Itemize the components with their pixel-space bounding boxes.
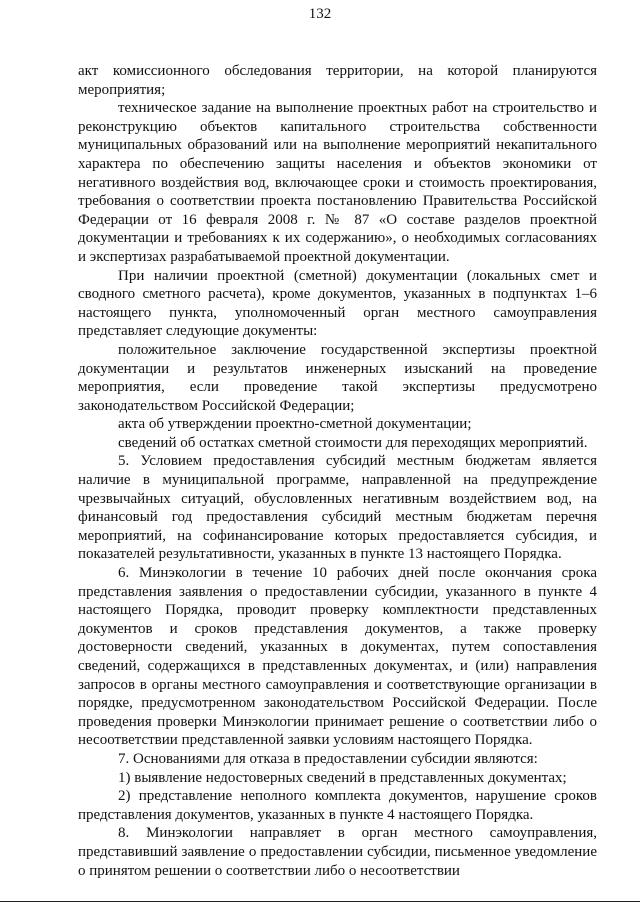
paragraph: сведений об остатках сметной стоимости для переходящих мероприятий. [118, 434, 588, 451]
paragraph: 5. Условием предоставления субсидий местным бюджетам является наличие в муниципальной программе, направленной на предупреждение чрезвычайных ситуаций, обусловленных негативным воздействием вод, на финансовый год предоставления субсидий местным бюджетам перечня мероприятий, на софинансирование которых предоставляется субсидия, и показателей результативности, указанных в пункте 13 настоящего Порядка. [78, 453, 597, 563]
paragraph: 8. Минэкологии направляет в орган местного самоуправления, представивший заявление о предоставлении субсидии, письменное уведомление о принятом решении о соответствии либо о несоответствии [78, 825, 597, 879]
paragraph: При наличии проектной (сметной) документации (локальных смет и сводного сметного расчета), кроме документов, указанных в подпунктах 1–6 настоящего пункта, уполномоченный орган местного самоуправления представляет следующие документы: [78, 267, 597, 340]
document-body [78, 62, 597, 880]
paragraph: акт комиссионного обследования территории, на которой планируются мероприятия; [78, 63, 597, 98]
paragraph: 6. Минэкологии в течение 10 рабочих дней после окончания срока представления заявления о предоставлении субсидии, указанного в пункте 4 настоящего Порядка, проводит проверку комплектности представленных документов и сроков представления документов, а также проверку достоверности сведений, указанных в документах, путем сопоставления сведений, содержащихся в представленных документах, и (или) направления запросов в органы местного самоуправления и соответствующие организации в порядке, предусмотренном законодательством Российской Федерации. После проведения проверки Минэкологии принимает решение о соответствии либо о несоответствии представленной заявки условиям настоящего Порядка. [78, 565, 597, 749]
paragraph: положительное заключение государственной экспертизы проектной документации и результатов инженерных изысканий на проведение мероприятия, если проведение такой экспертизы предусмотрено законодательством Российской Федерации; [78, 341, 597, 414]
paragraph: 2) представление неполного комплекта документов, нарушение сроков представления документов, указанных в пункте 4 настоящего Порядка. [78, 788, 597, 823]
page-number: 132 [308, 6, 332, 22]
page-bottom-edge [0, 901, 640, 902]
paragraph: 1) выявление недостоверных сведений в представленных документах; [118, 769, 567, 786]
paragraph: техническое задание на выполнение проектных работ на строительство и реконструкцию объектов капитального строительства собственности муниципальных образований или на выполнение мероприятий некапитального характера по обеспечению защиты населения и объектов экономики от негативного воздействия вод, включающее сроки и стоимость проектирования, требования о соответствии проекта постановлению Правительства Российской Федерации от 16 февраля 2008 г. № 87 «О составе разделов проектной документации и требованиях к их содержанию», о необходимых согласованиях и экспертизах разрабатываемой проектной документации. [78, 100, 597, 265]
paragraph: 7. Основаниями для отказа в предоставлении субсидии являются: [118, 750, 538, 767]
paragraph: акта об утверждении проектно-сметной документации; [118, 416, 472, 433]
